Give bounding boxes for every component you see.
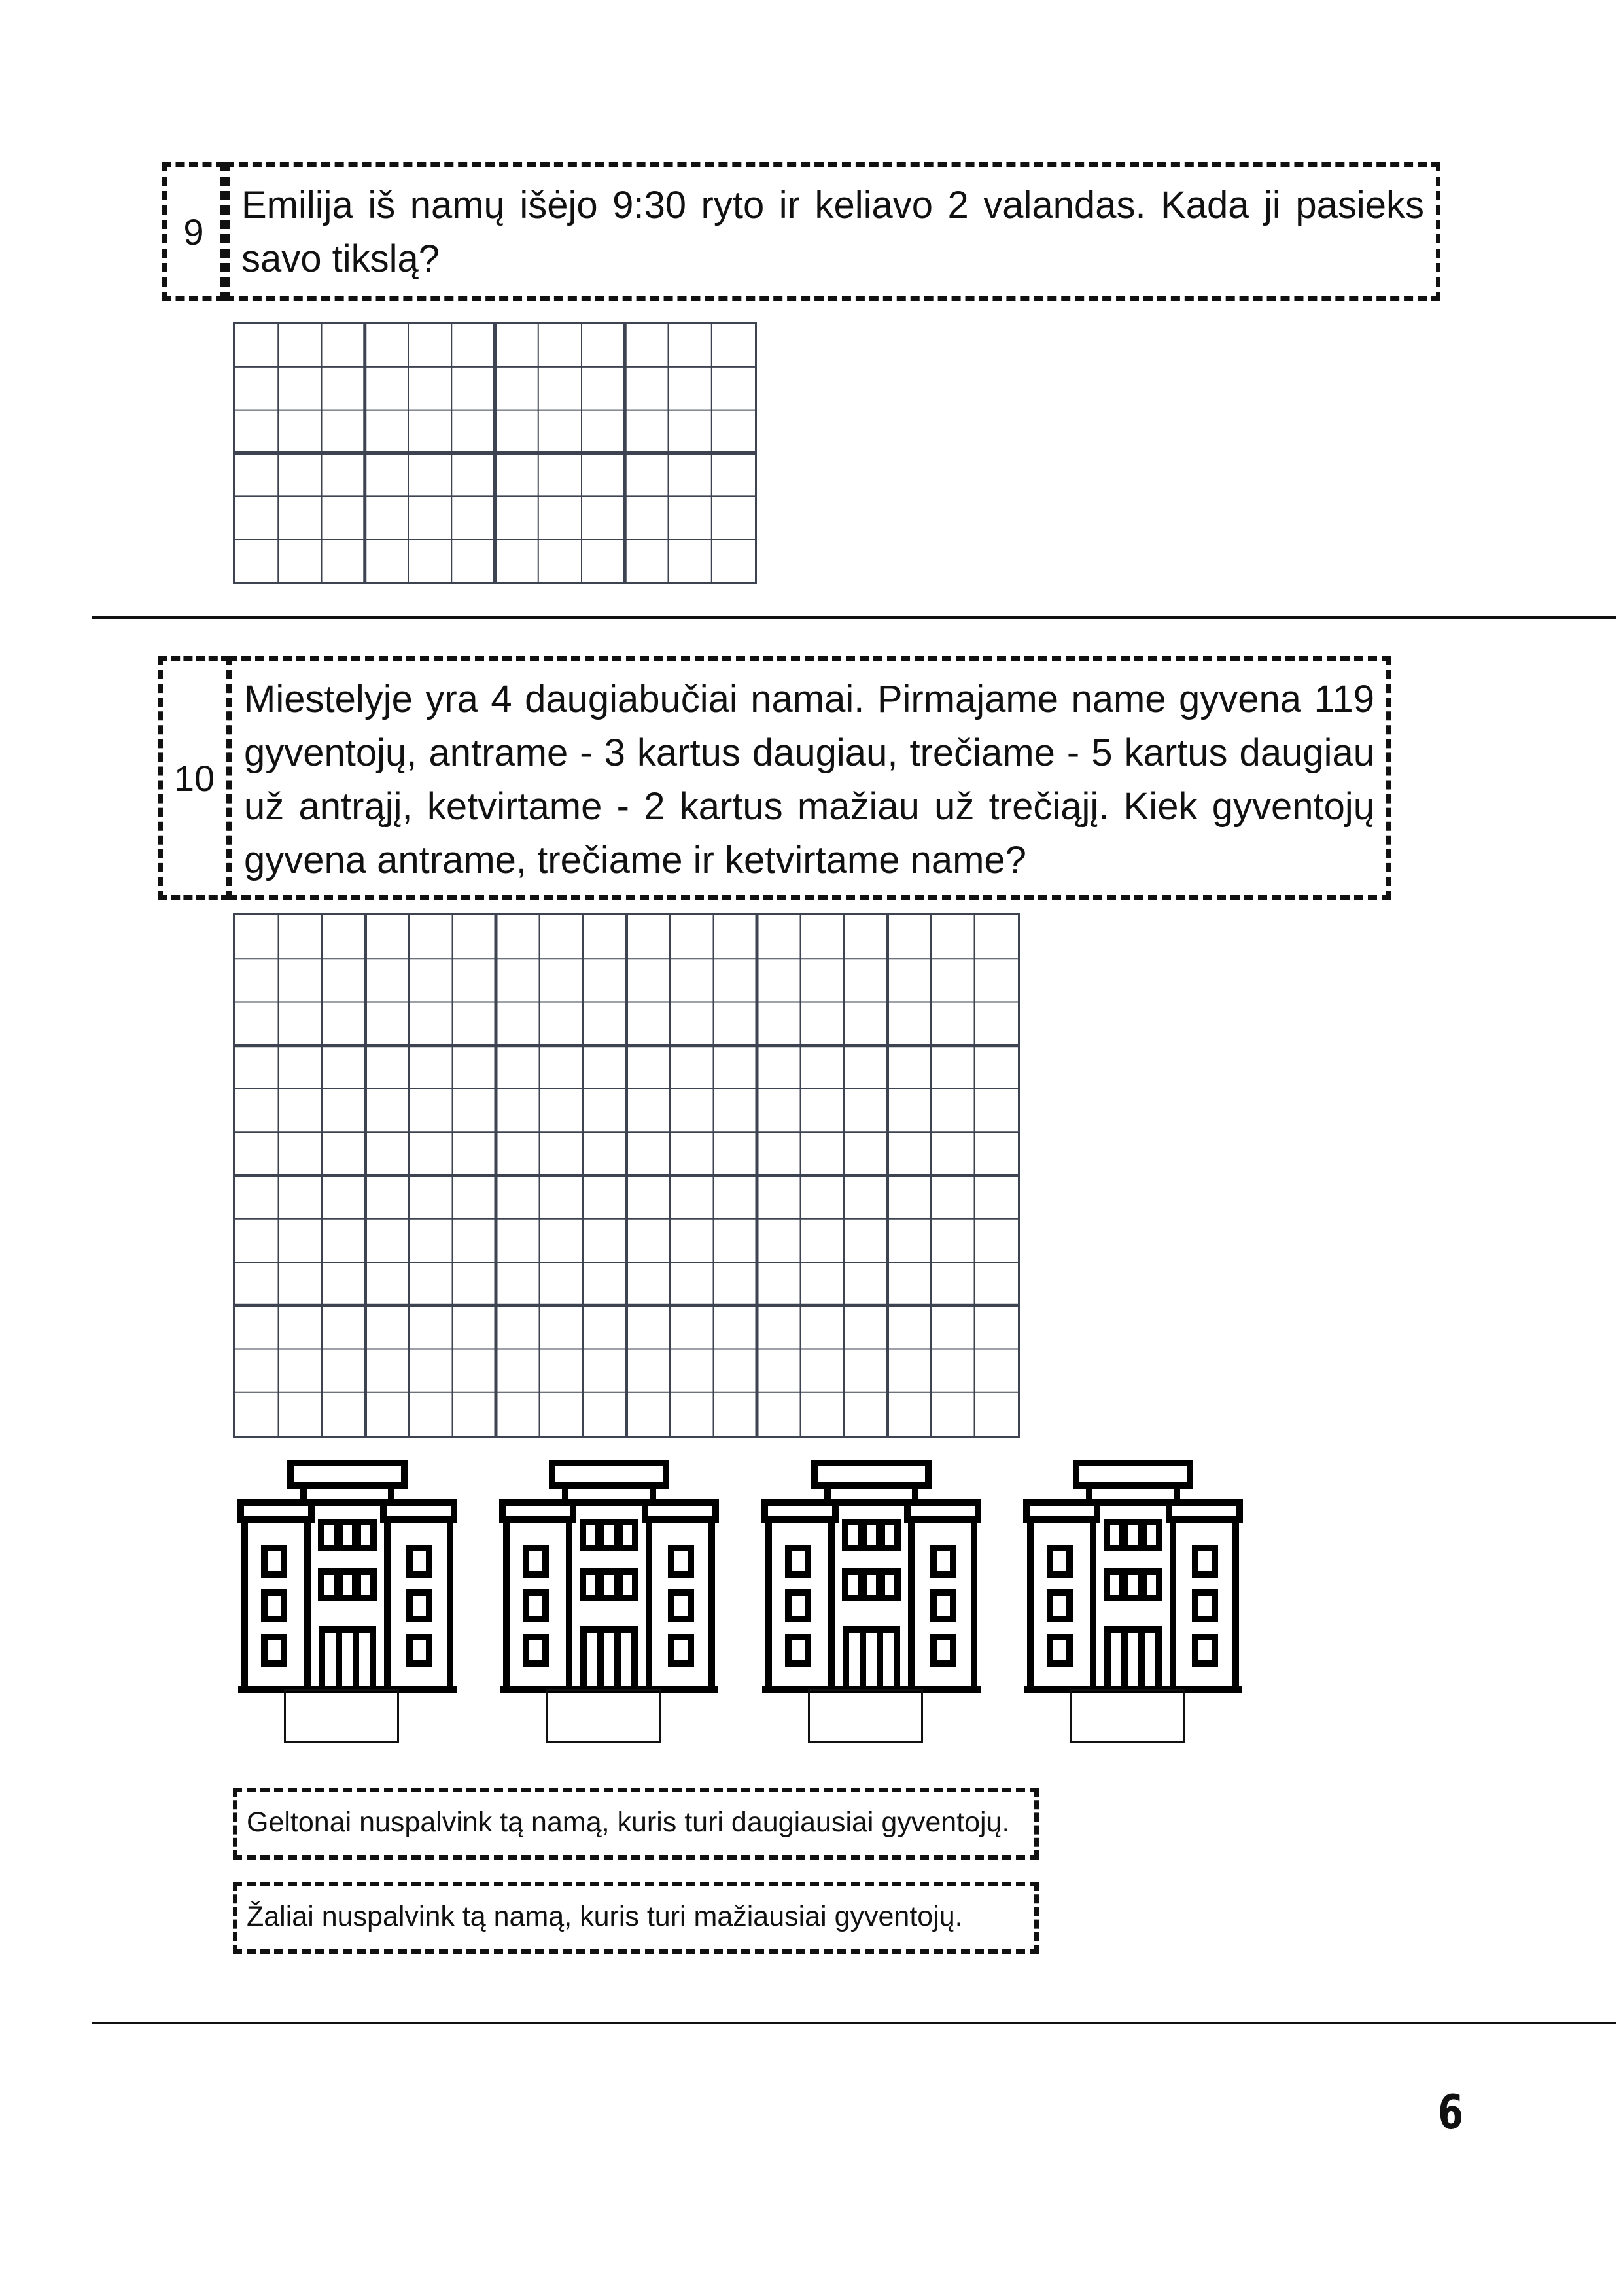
coloring-task-green: [233, 1882, 1039, 1954]
apartment-building-icon[interactable]: [495, 1460, 724, 1693]
grid-lines: [235, 915, 1018, 1436]
apartment-building-icon[interactable]: [233, 1460, 462, 1693]
section-divider: [92, 616, 1616, 619]
exercise-9-number-box: [162, 162, 225, 301]
building-answer-box[interactable]: [546, 1689, 661, 1743]
exercise-9-question-text: Emilija iš namų išėjo 9:30 ryto ir keliavo 2 valandas. Kada ji pasieks savo tikslą?: [241, 184, 1424, 280]
exercise-10-number-box: [158, 656, 230, 900]
exercise-9-number: 9: [183, 211, 204, 253]
apartment-building-icon[interactable]: [1019, 1460, 1248, 1693]
page-number: 6: [1438, 2085, 1464, 2140]
section-divider: [92, 2022, 1616, 2024]
grid-lines: [235, 324, 755, 582]
exercise-10-number: 10: [173, 757, 215, 799]
building-answer-box[interactable]: [1070, 1689, 1185, 1743]
apartment-building-icon[interactable]: [757, 1460, 986, 1693]
coloring-task-yellow: [233, 1788, 1039, 1860]
coloring-task-green-text: Žaliai nuspalvink tą namą, kuris turi mažiausiai gyventojų.: [247, 1901, 963, 1932]
answer-grid-exercise-10[interactable]: [233, 913, 1020, 1438]
coloring-task-yellow-text: Geltonai nuspalvink tą namą, kuris turi daugiausiai gyventojų.: [247, 1807, 1010, 1838]
answer-grid-exercise-9[interactable]: [233, 322, 757, 584]
exercise-10-question-text: Miestelyje yra 4 daugiabučiai namai. Pirmajame name gyvena 119 gyventojų, antrame - 3 kartus daugiau, trečiame - 5 kartus daugiau už antrąjį, ketvirtame - 2 kartus mažiau už trečiąjį. Kiek gyventojų gyvena antrame, trečiame ir ketvirtame name?: [244, 678, 1374, 881]
building-answer-box[interactable]: [284, 1689, 399, 1743]
exercise-10-question: [228, 656, 1391, 900]
exercise-9-question: [225, 162, 1440, 301]
building-answer-box[interactable]: [808, 1689, 923, 1743]
